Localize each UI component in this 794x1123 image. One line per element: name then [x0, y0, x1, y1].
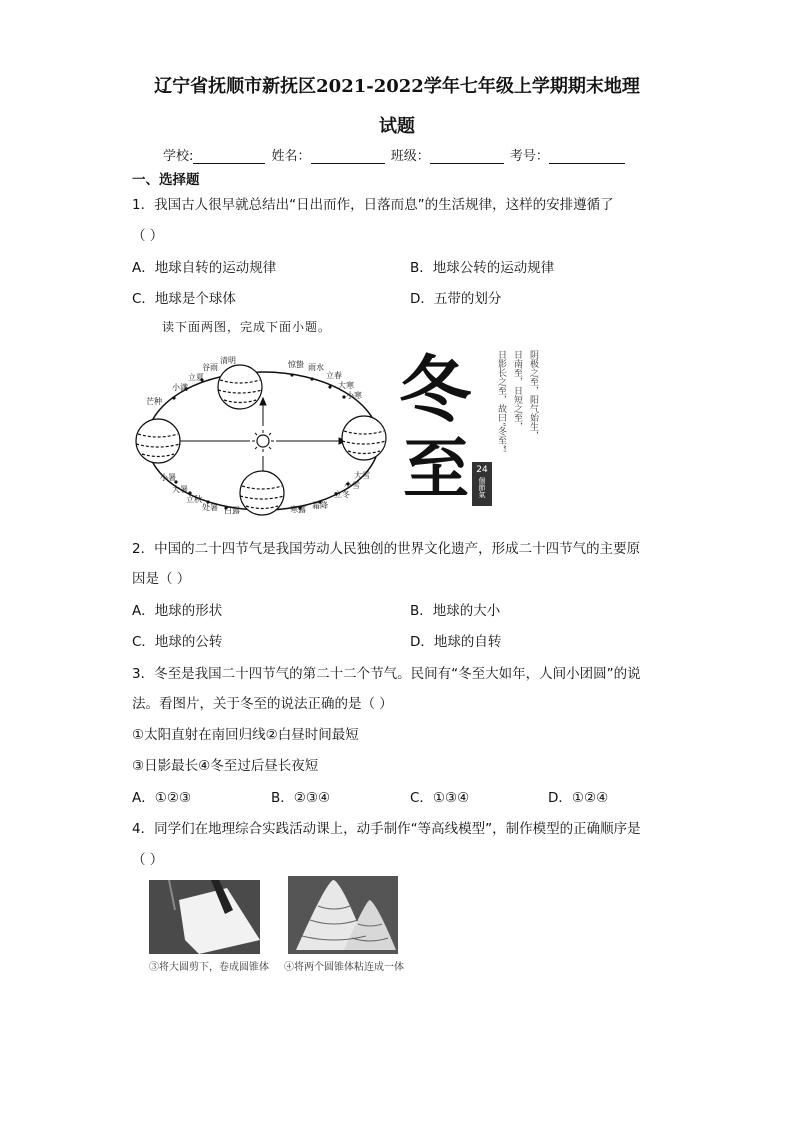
badge-number: 24: [476, 465, 488, 475]
badge-text: 個節氣: [478, 477, 486, 498]
photo-two-cones: [288, 876, 398, 954]
term-label: 立夏: [188, 373, 204, 382]
term-label: 立秋: [186, 495, 202, 504]
earth-globe-bottom: [240, 471, 284, 515]
term-label: 大寒: [338, 381, 354, 390]
doc-title-line1: 辽宁省抚顺市新抚区2021-2022学年七年级上学期期末地理: [154, 76, 640, 97]
term-label: 立春: [326, 371, 342, 380]
q2-stem-line2: 因是（ ）: [132, 571, 191, 587]
q3-stem: 3．冬至是我国二十四节气的第二十二个节气。民间有“冬至大如年，人间小团圆”的说: [132, 666, 641, 682]
term-label: 处暑: [202, 503, 218, 512]
q4-stem: 4．同学们在地理综合实践活动课上，动手制作“等高线模型”，制作模型的正确顺序是: [132, 821, 641, 837]
q1-option-d[interactable]: D．五带的划分: [410, 291, 502, 307]
term-label: 小雪: [344, 481, 360, 490]
class-blank[interactable]: [430, 149, 504, 164]
winter-solstice-figure: [395, 348, 545, 513]
term-label: 霜降: [312, 501, 328, 510]
two-cones-illustration: [288, 876, 398, 954]
term-label: 雨水: [308, 363, 324, 372]
cutting-paper-illustration: [149, 880, 260, 954]
q2-option-d[interactable]: D．地球的自转: [410, 634, 502, 650]
q2-option-c[interactable]: C．地球的公转: [132, 634, 223, 650]
school-label: 学校:: [163, 149, 194, 164]
q3-option-d[interactable]: D．①②④: [548, 790, 609, 806]
term-label: 谷雨: [202, 363, 218, 372]
caption-step-4: ④将两个圆锥体粘连成一体: [284, 962, 404, 973]
term-label: 芒种: [146, 397, 162, 406]
term-label: 小满: [172, 383, 188, 392]
term-label: 小暑: [160, 473, 176, 482]
poem-column: 阴极之至，阳气始生，: [528, 350, 538, 440]
exam-no-blank[interactable]: [549, 149, 625, 164]
solar-term-badge: [472, 462, 492, 506]
q3-stem-line2: 法。看图片，关于冬至的说法正确的是（ ）: [132, 696, 393, 712]
name-blank[interactable]: [311, 149, 385, 164]
poem-column: 日南至，日短之至，: [512, 350, 522, 431]
q1-stem-paren: （ ）: [132, 228, 164, 244]
q1-stem: 1．我国古人很早就总结出“日出而作，日落而息”的生活规律，这样的安排遵循了: [132, 197, 614, 213]
photo-cutting-paper: [149, 880, 260, 954]
q3-option-b[interactable]: B．②③④: [271, 790, 331, 806]
calligraphy-char-dong: 冬: [399, 347, 472, 432]
section-heading: 一、选择题: [132, 172, 200, 188]
calligraphy-char-zhi: 至: [403, 430, 469, 508]
student-info-line: [163, 145, 627, 164]
term-label: 大雪: [354, 471, 370, 480]
term-label: 小寒: [346, 391, 362, 400]
earth-orbit-figure: [132, 350, 392, 522]
exam-no-label: 考号：: [509, 149, 549, 164]
q3-option-c[interactable]: C．①③④: [410, 790, 470, 806]
doc-title-line2: 试题: [379, 116, 415, 137]
q3-statements-1: ①太阳直射在南回归线②白昼时间最短: [132, 727, 359, 743]
school-blank[interactable]: [193, 149, 265, 164]
earth-globe-top: [218, 365, 262, 409]
q2-option-a[interactable]: A．地球的形状: [132, 603, 223, 619]
reading-instruction: 读下面两图，完成下面小题。: [162, 320, 332, 334]
q3-option-a[interactable]: A．①②③: [132, 790, 192, 806]
poem-column: 日影长之至，故曰“冬至”。: [496, 350, 506, 459]
term-label: 清明: [220, 356, 236, 365]
sun-icon: [252, 430, 274, 452]
term-label: 立冬: [334, 490, 350, 499]
class-label: 班级：: [390, 149, 430, 164]
q1-option-c[interactable]: C．地球是个球体: [132, 291, 236, 307]
caption-step-3: ③将大圆剪下，卷成圆锥体: [149, 962, 269, 973]
term-label: 惊蛰: [288, 360, 304, 369]
q2-stem: 2．中国的二十四节气是我国劳动人民独创的世界文化遗产，形成二十四节气的主要原: [132, 541, 641, 557]
q1-option-a[interactable]: A．地球自转的运动规律: [132, 260, 277, 276]
term-label: 寒露: [290, 505, 306, 514]
q2-option-b[interactable]: B．地球的大小: [410, 603, 501, 619]
q3-statements-2: ③日影最长④冬至过后昼长夜短: [132, 758, 319, 774]
q1-option-b[interactable]: B．地球公转的运动规律: [410, 260, 555, 276]
earth-globe-right: [342, 416, 386, 460]
q4-stem-paren: （ ）: [132, 852, 164, 868]
earth-globe-left: [136, 419, 180, 463]
term-label: 大暑: [172, 485, 188, 494]
name-label: 姓名：: [271, 149, 311, 164]
term-label: 白露: [224, 506, 240, 515]
